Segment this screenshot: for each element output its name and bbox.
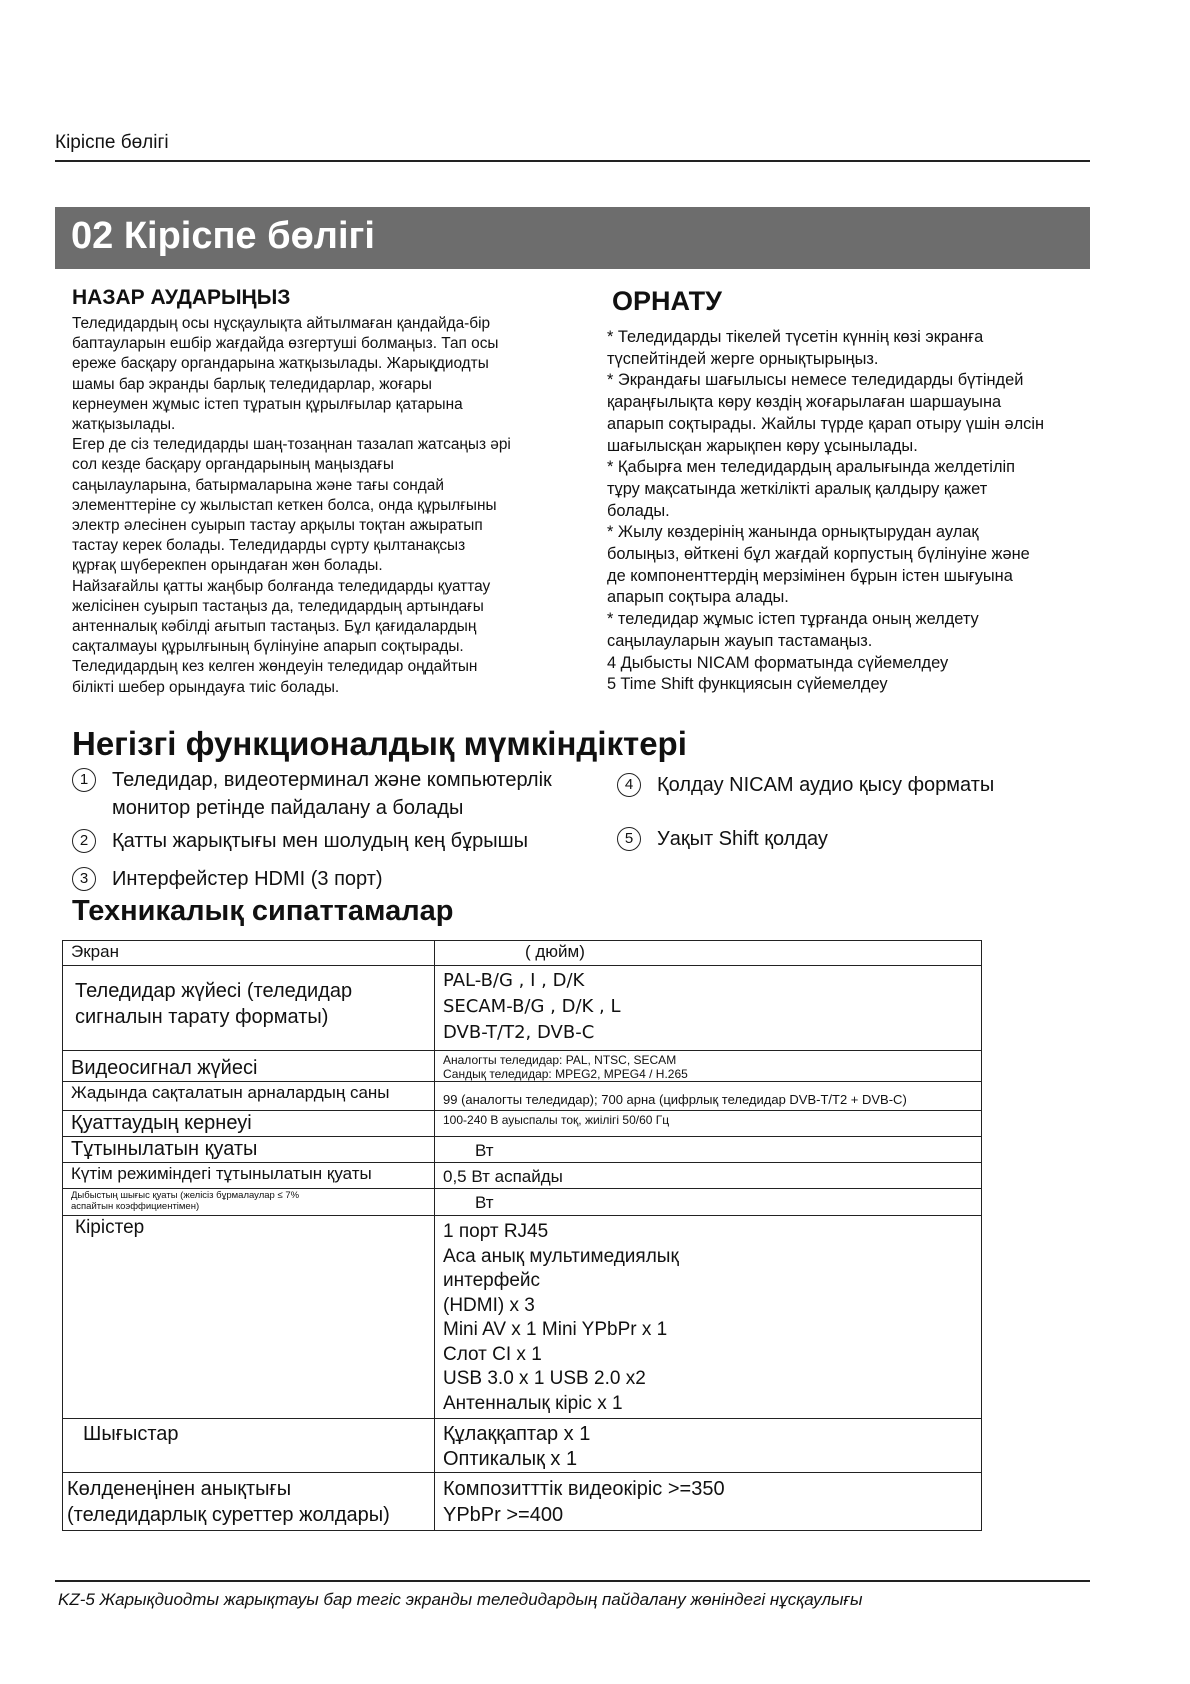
text-line: Найзағайлы қатты жаңбыр болғанда теледидарды қуаттау — [72, 577, 491, 595]
install-text — [607, 327, 1102, 696]
text-line: 4 Дыбысты NICAM форматында сүйемелдеу — [607, 653, 949, 672]
text-line: болыңыз, өйткені бұл жағдай корпустың бүлінуіне және — [607, 545, 1030, 564]
label-line: аспайтын коэффициентімен) — [71, 1201, 200, 1212]
text-line: ереже басқару органдарына жатқызылады. Жарықдиодты — [72, 355, 489, 373]
spec-value: ( дюйм) — [435, 941, 982, 966]
specs-heading: Техникалық сипаттамалар — [72, 895, 454, 927]
spec-label — [63, 1189, 435, 1216]
text-line: шағылысқан жарықпен көру ұсынылады. — [607, 436, 918, 455]
label-line: сигналын тарату форматы) — [75, 1006, 329, 1028]
spec-label: Тұтынылатын қуаты — [63, 1137, 435, 1163]
text-line: болады. — [607, 501, 670, 520]
circled-number: 4 — [617, 773, 641, 797]
table-row — [63, 1137, 982, 1163]
spec-label: Экран — [63, 941, 435, 966]
feature-text: Қолдау NICAM аудио қысу форматы — [657, 774, 995, 796]
text-line: кернеумен жұмыс істеп тұратын құрылғылар қатарына — [72, 395, 463, 413]
feature-text: Теледидар, видеотерминал және компьютерлік — [112, 769, 552, 791]
feature-text: Уақыт Shift қолдау — [657, 828, 828, 850]
value-line: Mini AV x 1 Mini YPbPr x 1 — [443, 1319, 668, 1340]
table-row — [63, 1419, 982, 1473]
text-line: * Теледидарды тікелей түсетін күннің көзі экранға — [607, 328, 984, 346]
text-line: Теледидардың кез келген жөндеуін теледидар оңдайтын — [72, 658, 478, 676]
text-line: электр әлесінен суырып тастау арқылы тоқтан ажыратып — [72, 517, 483, 535]
text-line: Теледидардың осы нұсқаулықта айтылмаған қандайда-бір — [72, 315, 491, 332]
feature-text: Қатты жарықтығы мен шолудың кең бұрышы — [112, 830, 529, 852]
spec-value — [435, 1419, 982, 1473]
value-line: 1 порт RJ45 — [443, 1221, 549, 1242]
spec-value — [435, 1051, 982, 1082]
table-row — [63, 1473, 982, 1531]
table-row — [63, 941, 982, 966]
value-line: USB 3.0 x 1 USB 2.0 x2 — [443, 1368, 646, 1389]
spec-label: Күтім режиміндегі тұтынылатын қуаты — [63, 1163, 435, 1189]
spec-value — [435, 966, 982, 1051]
label-line: Дыбыстың шығыс қуаты (желісіз бұрмалаулар ≤ 7% — [71, 1190, 300, 1201]
value-line: Оптикалық x 1 — [443, 1448, 578, 1470]
value-line: Құлаққаптар x 1 — [443, 1423, 591, 1445]
attention-text — [72, 314, 572, 698]
spec-value: 0,5 Вт аспайды — [435, 1163, 982, 1189]
text-line: сол кезде басқару органдарының маңыздағы — [72, 456, 394, 474]
value-line: Слот CI x 1 — [443, 1343, 542, 1365]
text-line: Егер де сіз теледидарды шаң-тозаңнан тазалап жатсаңыз әрі — [72, 436, 511, 454]
spec-value — [435, 1216, 982, 1419]
specs-table — [62, 940, 982, 1531]
features-heading: Негізгі функционалдық мүмкіндіктері — [72, 725, 687, 762]
table-row — [63, 1051, 982, 1082]
spec-label: Шығыстар — [63, 1419, 435, 1473]
spec-value: 99 (аналогты теледидар); 700 арна (цифрлық теледидар DVB-T/T2 + DVB-C) — [435, 1082, 982, 1111]
text-line: * Экрандағы шағылысы немесе теледидарды бүтіндей — [607, 371, 1024, 390]
text-line: антенналық кәбілді ағытып тастаңыз. Бұл қағидалардың — [72, 618, 477, 636]
text-line: апарып соқтырады. Жайлы түрде қарап отыру үшін әлсін — [607, 414, 1045, 433]
feature-text: монитор ретінде пайдалану а болады — [112, 797, 464, 819]
text-line: желісінен суырып тастаңыз да, теледидардың артындағы — [72, 597, 484, 615]
text-line: * теледидар жұмыс істеп тұрғанда оның желдету — [607, 610, 979, 629]
chapter-title: 02 Кіріспе бөлігі — [71, 215, 375, 257]
text-line: құрғақ шүберекпен орындаған жөн болады. — [72, 557, 383, 575]
value-line: Композитттік видеокіріс >=350 — [443, 1478, 725, 1500]
table-row — [63, 1163, 982, 1189]
attention-heading: НАЗАР АУДАРЫҢЫЗ — [72, 286, 291, 309]
spec-label: Видеосигнал жүйесі — [63, 1051, 435, 1082]
table-row — [63, 1216, 982, 1419]
value-line: интерфейс — [443, 1270, 541, 1291]
text-line: саңылауларын жауып тастамаңыз. — [607, 631, 873, 650]
footer-rule — [55, 1580, 1090, 1582]
value-line: Аналогты теледидар: PAL, NTSC, SECAM — [443, 1053, 677, 1067]
value-line: (HDMI) x 3 — [443, 1294, 535, 1316]
text-line: тұру мақсатында жеткілікті аралық қалдыру қажет — [607, 479, 988, 498]
header-rule — [55, 160, 1090, 162]
table-row — [63, 966, 982, 1051]
value-line: SECAM-B/G , D/K , L — [443, 996, 621, 1017]
value-line: PAL-B/G , I , D/K — [443, 970, 585, 991]
value-line: Аса анық мультимедиялық — [443, 1245, 679, 1267]
label-line: Теледидар жүйесі (теледидар — [75, 980, 353, 1002]
value-line: Сандық теледидар: MPEG2, MPEG4 / H.265 — [443, 1067, 688, 1081]
circled-number: 5 — [617, 827, 641, 851]
footer-text: KZ-5 Жарықдиодты жарықтауы бар тегіс экранды теледидардың пайдалану жөніндегі нұсқаулығы — [58, 1590, 863, 1609]
label-line: (теледидарлық суреттер жолдары) — [67, 1504, 390, 1526]
text-line: * Жылу көздерінің жанында орнықтырудан аулақ — [607, 523, 979, 542]
spec-label — [63, 966, 435, 1051]
spec-label: Кірістер — [63, 1216, 435, 1419]
value-line: Антенналық кіріс x 1 — [443, 1392, 623, 1414]
text-line: де компоненттердің мерзімінен бұрын істен шығуына — [607, 566, 1013, 585]
text-line: 5 Time Shift функциясын сүйемелдеу — [607, 675, 888, 694]
feature-text: Интерфейстер HDMI (3 порт) — [112, 868, 383, 890]
table-row — [63, 1111, 982, 1137]
text-line: шамы бар экранды барлық теледидарлар, жоғары — [72, 375, 432, 393]
spec-value: Вт — [435, 1137, 982, 1163]
text-line: жатқызылады. — [72, 416, 176, 434]
text-line: апарып соқтыра алады. — [607, 588, 789, 607]
spec-value: Вт — [435, 1189, 982, 1216]
table-row — [63, 1189, 982, 1216]
install-heading: ОРНАТУ — [612, 286, 722, 316]
spec-label — [63, 1473, 435, 1531]
spec-value: 100-240 В ауыспалы тоқ, жиілігі 50/60 Гц — [435, 1111, 982, 1137]
value-line: DVB-T/T2, DVB-C — [443, 1022, 595, 1043]
text-line: саңылауларына, батырмаларына және тағы сондай — [72, 476, 444, 494]
text-line: сақталмауы құрылғының бүлінуіне апарып соқтырады. — [72, 638, 464, 656]
value-line: YPbPr >=400 — [443, 1504, 564, 1526]
label-line: Көлденеңінен анықтығы — [67, 1478, 292, 1500]
chapter-banner — [55, 207, 1090, 269]
spec-label: Қуаттаудың кернеуі — [63, 1111, 435, 1137]
text-line: қараңғылықта көру көздің жоғарылаған шаршауына — [607, 393, 1002, 412]
spec-label: Жадында сақталатын арналардың саны — [63, 1082, 435, 1111]
table-row — [63, 1082, 982, 1111]
circled-number: 2 — [72, 829, 96, 853]
text-line: тастау керек болады. Теледидарды сүрту қылтанақсыз — [72, 537, 466, 555]
text-line: баптауларын ешбір жағдайда өзгертуші болмаңыз. Тап осы — [72, 335, 499, 353]
spec-value — [435, 1473, 982, 1531]
circled-number: 3 — [72, 867, 96, 891]
text-line: білікті шебер орындауға тиіс болады. — [72, 678, 340, 696]
running-header: Кіріспе бөлігі — [55, 132, 169, 153]
text-line: түспейтіндей жерге орнықтырыңыз. — [607, 349, 879, 368]
text-line: элементтеріне су жылыстап кеткен болса, онда құрылғыны — [72, 496, 497, 514]
circled-number: 1 — [72, 768, 96, 792]
text-line: * Қабырға мен теледидардың аралығында желдетіліп — [607, 458, 1016, 477]
